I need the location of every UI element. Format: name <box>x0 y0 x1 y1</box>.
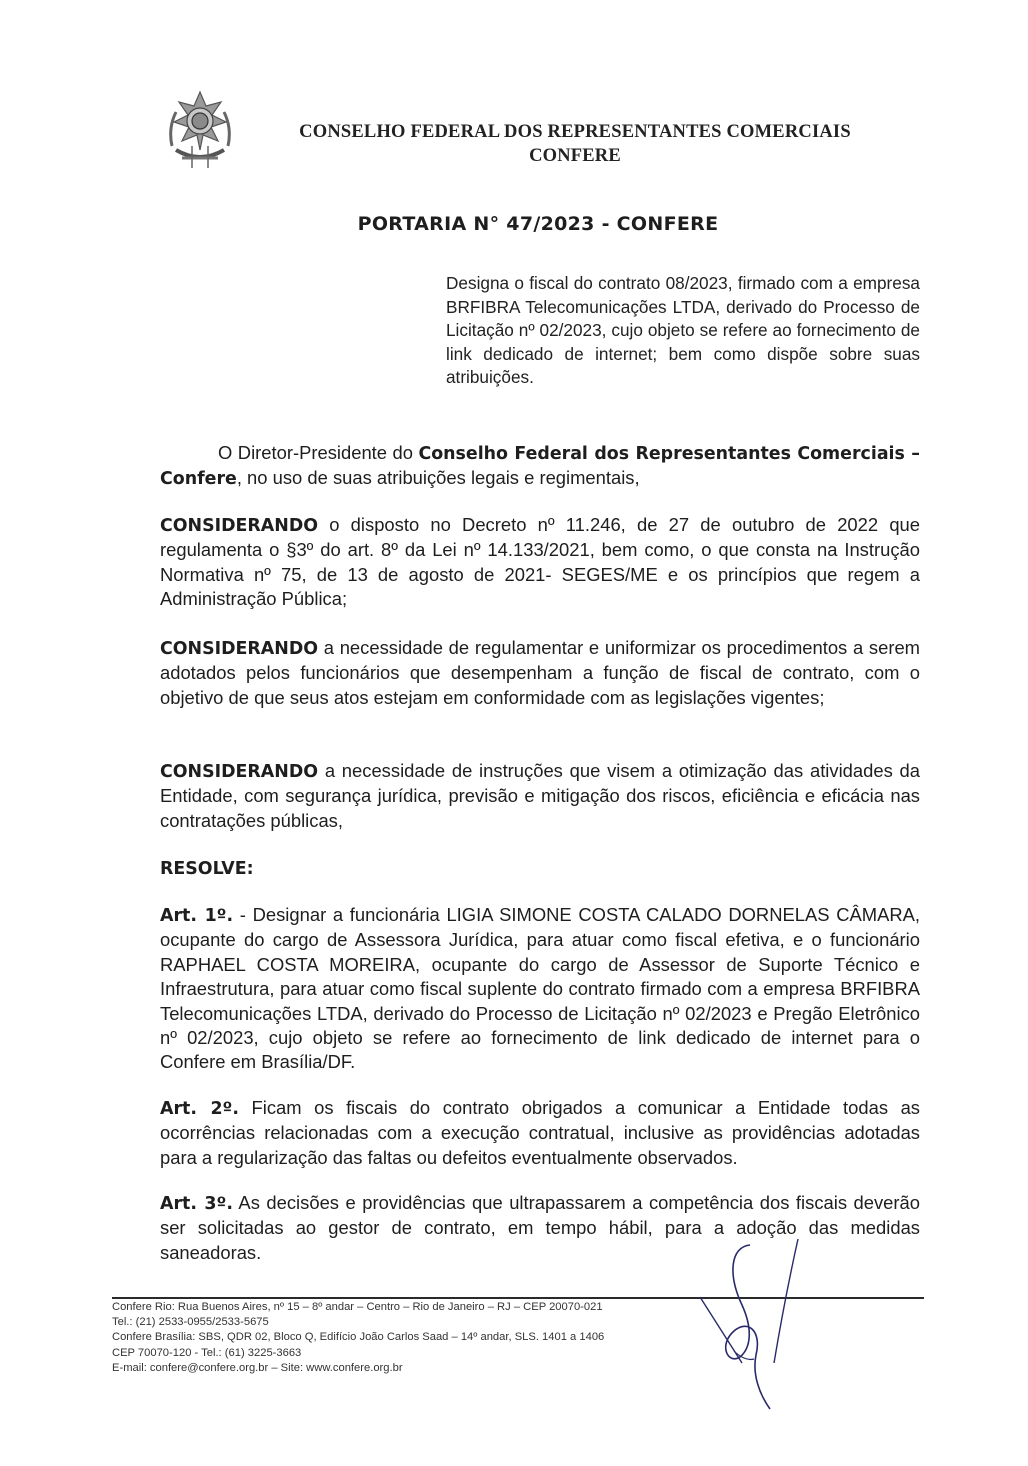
footer-line: Tel.: (21) 2533-0955/2533-5675 <box>112 1316 269 1329</box>
resolve-heading <box>160 856 920 881</box>
footer-line: Confere Rio: Rua Buenos Aires, nº 15 – 8º andar – Centro – Rio de Janeiro – RJ – CEP 20070-021 <box>112 1301 603 1313</box>
article-paragraph <box>160 1096 920 1170</box>
considerando-paragraph <box>160 513 920 612</box>
article-label: Art. 1º. <box>160 906 234 926</box>
intro-paragraph <box>160 441 920 492</box>
footer-line: Confere Brasília: SBS, QDR 02, Bloco Q, Edifício João Carlos Saad – 14º andar, SLS. 1401 a 1406 <box>112 1331 605 1344</box>
considerando-label: CONSIDERANDO <box>160 516 319 536</box>
ementa-text: Designa o fiscal do contrato 08/2023, firmado com a empresa BRFIBRA Telecomunicações LTDA, derivado do Processo de Licitação nº 02/2023, cujo objeto se refere ao fornecimento de link dedicado de internet; bem como dispõe sobre suas atribuições. <box>446 273 920 387</box>
intro-org-name: Conselho Federal dos Representantes Comerciais – Confere <box>160 444 920 490</box>
coat-of-arms-icon <box>162 88 238 174</box>
org-header <box>250 120 900 168</box>
intro-prefix: O Diretor-Presidente do <box>218 442 419 463</box>
resolve-label: RESOLVE: <box>160 859 254 879</box>
intro-suffix: , no uso de suas atribuições legais e regimentais, <box>236 467 640 489</box>
article-label: Art. 2º. <box>160 1099 239 1119</box>
article-text: - Designar a funcionária LIGIA SIMONE COSTA CALADO DORNELAS CÂMARA, ocupante do cargo de Assessora Jurídica, para atuar como fiscal efetiva, e o funcionário RAPHAEL COSTA MOREIRA, ocupante do cargo de Assessor de Suporte Técnico e Infraestrutura, para atuar como fiscal suplente do contrato firmado com a empresa BRFIBRA Telecomunicações LTDA, derivado do Processo de Licitação nº 02/2023 e Pregão Eletrônico nº 02/2023, cujo objeto se refere ao fornecimento de link dedicado de internet para o Confere em Brasília/DF. <box>160 904 920 1073</box>
article-text: As decisões e providências que ultrapassarem a competência dos fiscais deverão ser solicitadas ao gestor de contrato, em tempo hábil, para a adoção das medidas saneadoras. <box>160 1192 920 1263</box>
article-paragraph <box>160 903 920 1075</box>
org-acronym: CONFERE <box>529 146 621 166</box>
considerando-text: a necessidade de regulamentar e uniformizar os procedimentos a serem adotados pelos funcionários que desempenham a função de fiscal de contrato, com o objetivo de que seus atos estejam em conformidade com as legislações vigentes; <box>160 637 920 708</box>
org-name: CONSELHO FEDERAL DOS REPRESENTANTES COMERCIAIS <box>299 122 851 142</box>
considerando-text: o disposto no Decreto nº 11.246, de 27 de outubro de 2022 que regulamenta o §3º do art. 8º da Lei nº 14.133/2021, bem como, o que consta na Instrução Normativa nº 75, de 13 de agosto de 2021- SEGES/ME e os princípios que regem a Administração Pública; <box>160 514 920 610</box>
considerando-paragraph <box>160 636 920 710</box>
considerando-label: CONSIDERANDO <box>160 639 319 659</box>
article-label: Art. 3º. <box>160 1194 233 1214</box>
footer-line: CEP 70070-120 - Tel.: (61) 3225-3663 <box>112 1346 302 1359</box>
considerando-label: CONSIDERANDO <box>160 762 319 782</box>
considerando-paragraph <box>160 759 920 833</box>
signature-icon <box>690 1235 830 1415</box>
footer-line: E-mail: confere@confere.org.br – Site: www.confere.org.br <box>112 1361 403 1374</box>
document-title: PORTARIA N° 47/2023 - CONFERE <box>357 213 719 235</box>
footer-address <box>112 1300 712 1376</box>
considerando-text: a necessidade de instruções que visem a otimização das atividades da Entidade, com segurança jurídica, previsão e mitigação dos riscos, eficiência e eficácia nas contratações públicas, <box>160 760 920 831</box>
article-text: Ficam os fiscais do contrato obrigados a comunicar a Entidade todas as ocorrências relacionadas com a execução contratual, inclusive as providências adotadas para a regularização das faltas ou defeitos eventualmente observados. <box>160 1097 920 1168</box>
